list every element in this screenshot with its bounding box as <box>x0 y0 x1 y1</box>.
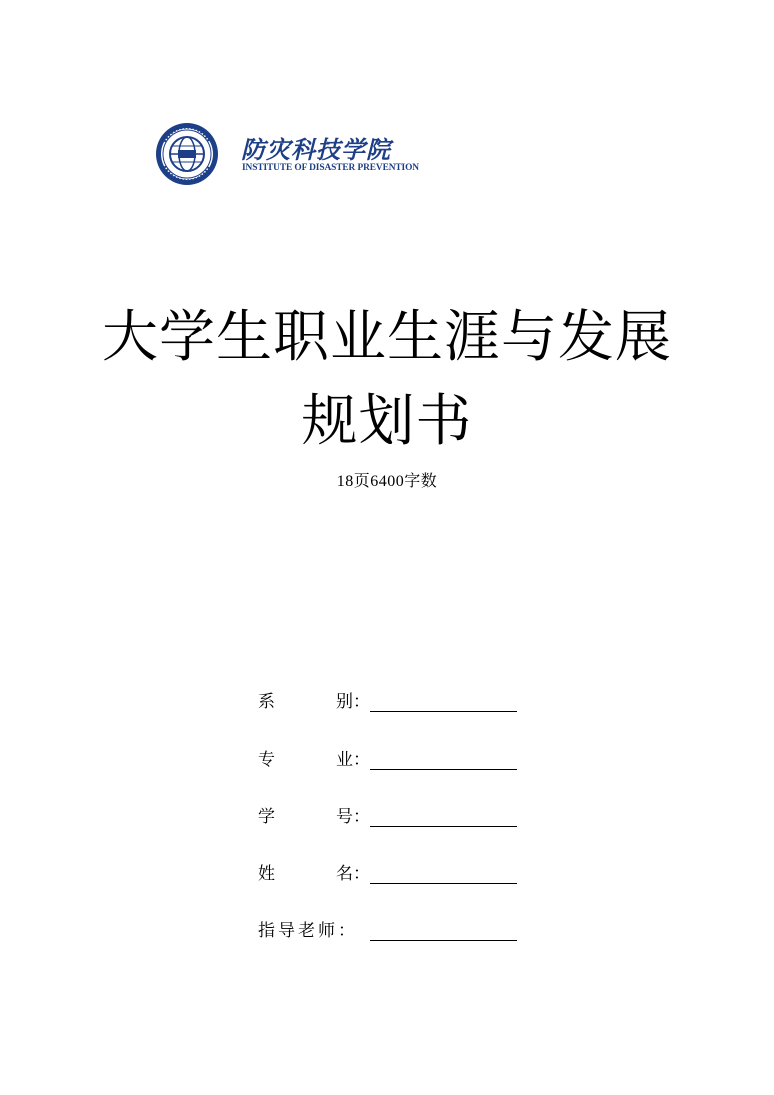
field-label-char: 号： <box>336 807 370 827</box>
field-label-char: 姓 <box>258 864 275 884</box>
field-label-char: 别： <box>336 692 370 712</box>
field-label-char: 专 <box>258 750 275 770</box>
department-blank[interactable] <box>370 711 517 712</box>
field-department <box>258 690 520 714</box>
document-title-line-2: 规划书 <box>301 389 473 454</box>
field-advisor <box>258 919 520 943</box>
major-blank[interactable] <box>370 769 517 770</box>
institute-logo <box>155 122 419 188</box>
advisor-blank[interactable] <box>370 940 517 941</box>
field-label-char: 学 <box>258 807 275 827</box>
document-title-line-1: 大学生职业生涯与发展 <box>102 305 672 370</box>
institute-name-en: INSTITUTE OF DISASTER PREVENTION <box>242 163 419 173</box>
document-stats: 18页6400字数 <box>336 473 438 490</box>
institute-name-cn: 防灾科技学院 <box>241 135 391 164</box>
field-student-id <box>258 805 520 829</box>
field-label <box>258 805 370 829</box>
advisor-label: 指导老师： <box>258 921 358 941</box>
institute-seal-icon <box>155 122 219 186</box>
field-name <box>258 862 520 886</box>
field-label-char: 名： <box>336 864 370 884</box>
name-blank[interactable] <box>370 883 517 884</box>
field-label <box>258 690 370 714</box>
field-label <box>258 862 370 886</box>
field-label <box>258 748 370 772</box>
student-id-blank[interactable] <box>370 826 517 827</box>
field-major <box>258 748 520 772</box>
field-label-char: 业： <box>336 750 370 770</box>
field-label-char: 系 <box>258 692 275 712</box>
